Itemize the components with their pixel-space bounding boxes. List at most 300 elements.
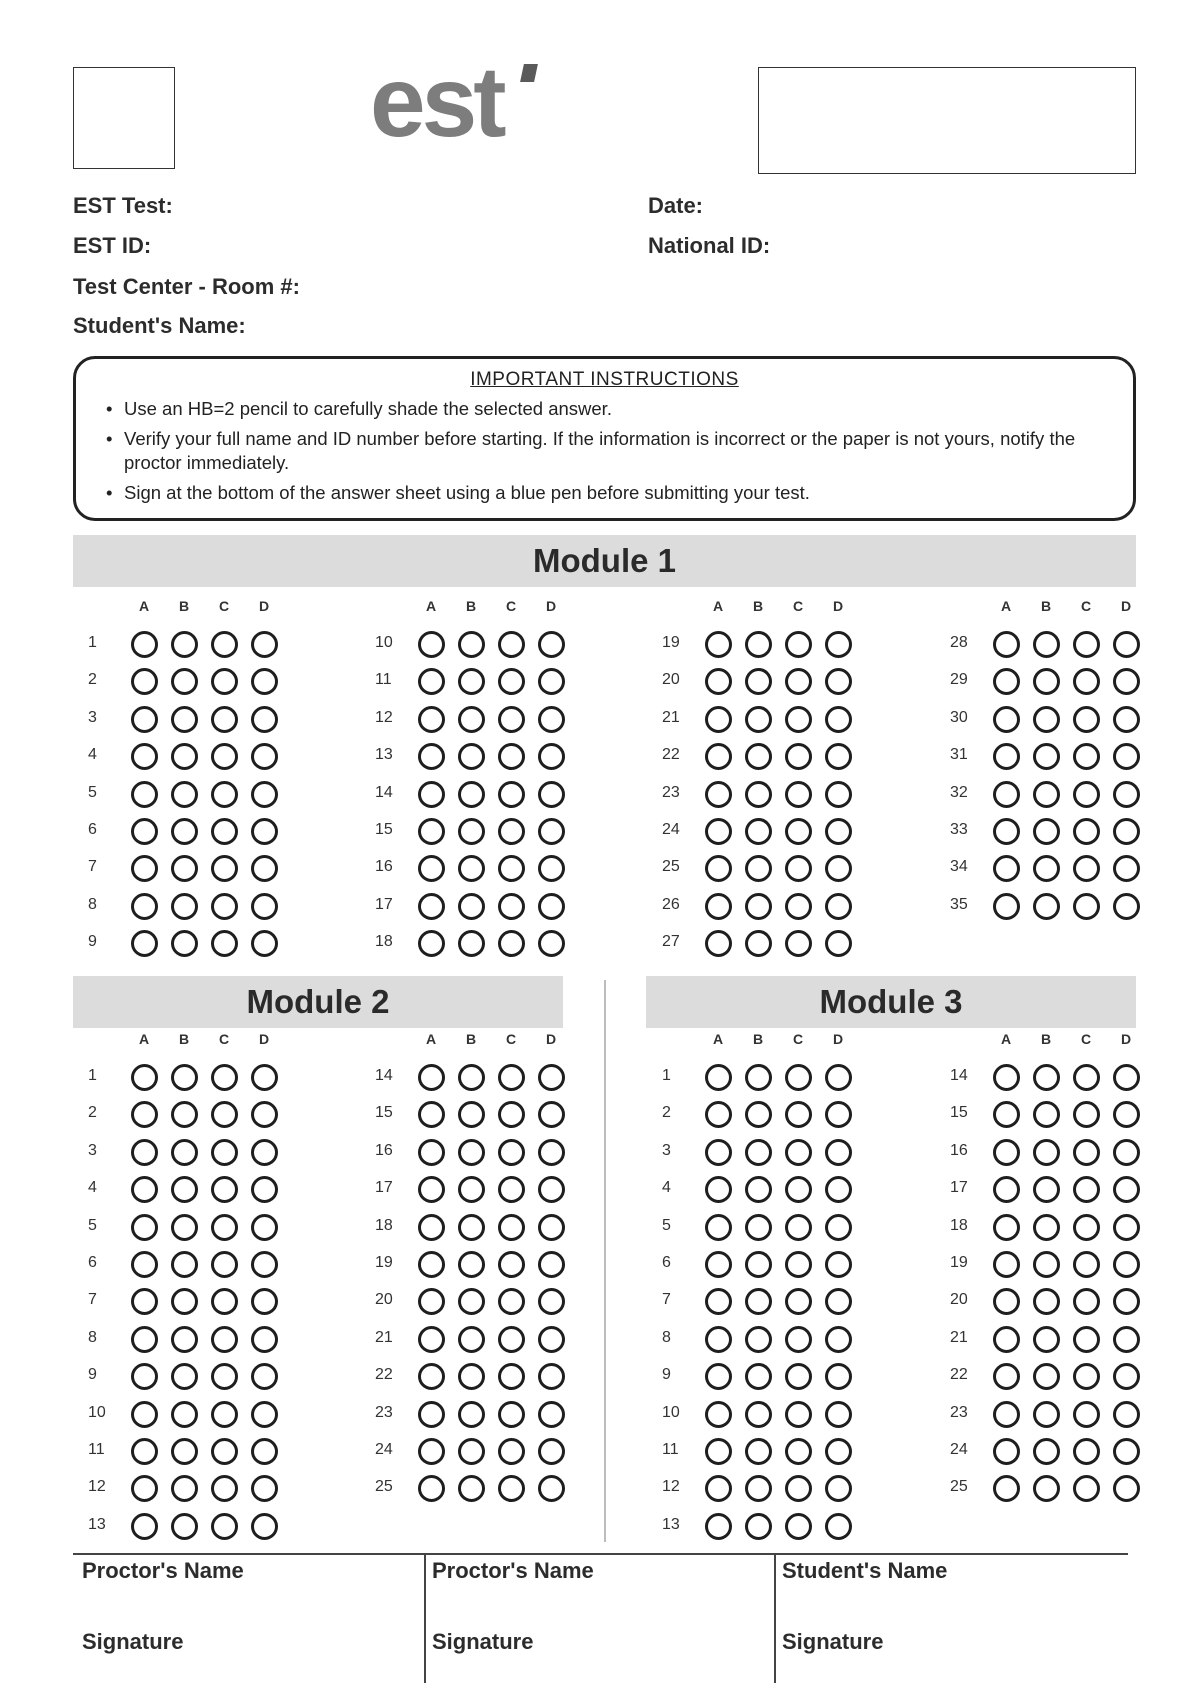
- answer-bubble-b[interactable]: [745, 1401, 772, 1428]
- answer-bubble-a[interactable]: [705, 631, 732, 658]
- answer-bubble-a[interactable]: [418, 1326, 445, 1353]
- answer-bubble-d[interactable]: [251, 1438, 278, 1465]
- answer-bubble-b[interactable]: [171, 1513, 198, 1540]
- answer-bubble-d[interactable]: [538, 1251, 565, 1278]
- answer-bubble-d[interactable]: [538, 743, 565, 770]
- answer-bubble-b[interactable]: [1033, 1475, 1060, 1502]
- answer-bubble-d[interactable]: [251, 706, 278, 733]
- answer-bubble-c[interactable]: [211, 930, 238, 957]
- answer-bubble-c[interactable]: [211, 781, 238, 808]
- answer-bubble-a[interactable]: [131, 930, 158, 957]
- answer-bubble-a[interactable]: [131, 781, 158, 808]
- answer-bubble-d[interactable]: [251, 1214, 278, 1241]
- answer-bubble-c[interactable]: [498, 743, 525, 770]
- answer-bubble-d[interactable]: [538, 930, 565, 957]
- answer-bubble-a[interactable]: [705, 1101, 732, 1128]
- answer-bubble-c[interactable]: [498, 706, 525, 733]
- answer-bubble-c[interactable]: [211, 631, 238, 658]
- answer-bubble-b[interactable]: [745, 1176, 772, 1203]
- answer-bubble-c[interactable]: [498, 818, 525, 845]
- answer-bubble-b[interactable]: [458, 1176, 485, 1203]
- answer-bubble-c[interactable]: [211, 818, 238, 845]
- answer-bubble-a[interactable]: [993, 706, 1020, 733]
- answer-bubble-c[interactable]: [211, 668, 238, 695]
- answer-bubble-c[interactable]: [211, 1288, 238, 1315]
- answer-bubble-b[interactable]: [1033, 1139, 1060, 1166]
- answer-bubble-b[interactable]: [171, 1176, 198, 1203]
- answer-bubble-d[interactable]: [538, 1438, 565, 1465]
- answer-bubble-a[interactable]: [131, 706, 158, 733]
- answer-bubble-d[interactable]: [1113, 893, 1140, 920]
- answer-bubble-a[interactable]: [705, 1326, 732, 1353]
- answer-bubble-b[interactable]: [171, 743, 198, 770]
- answer-bubble-d[interactable]: [825, 1288, 852, 1315]
- answer-bubble-c[interactable]: [1073, 1101, 1100, 1128]
- answer-bubble-c[interactable]: [1073, 1475, 1100, 1502]
- answer-bubble-a[interactable]: [418, 1438, 445, 1465]
- answer-bubble-c[interactable]: [498, 781, 525, 808]
- answer-bubble-d[interactable]: [1113, 1288, 1140, 1315]
- answer-bubble-d[interactable]: [825, 818, 852, 845]
- answer-bubble-b[interactable]: [745, 1475, 772, 1502]
- answer-bubble-c[interactable]: [785, 1401, 812, 1428]
- answer-bubble-c[interactable]: [211, 1326, 238, 1353]
- answer-bubble-d[interactable]: [825, 706, 852, 733]
- answer-bubble-b[interactable]: [745, 818, 772, 845]
- answer-bubble-d[interactable]: [825, 743, 852, 770]
- answer-bubble-a[interactable]: [705, 818, 732, 845]
- answer-bubble-c[interactable]: [1073, 1326, 1100, 1353]
- answer-bubble-d[interactable]: [825, 1475, 852, 1502]
- answer-bubble-d[interactable]: [251, 743, 278, 770]
- answer-bubble-a[interactable]: [418, 1363, 445, 1390]
- answer-bubble-b[interactable]: [745, 706, 772, 733]
- answer-bubble-b[interactable]: [458, 855, 485, 882]
- answer-bubble-b[interactable]: [171, 1326, 198, 1353]
- answer-bubble-a[interactable]: [993, 781, 1020, 808]
- answer-bubble-c[interactable]: [785, 631, 812, 658]
- answer-bubble-a[interactable]: [131, 818, 158, 845]
- answer-bubble-c[interactable]: [211, 1401, 238, 1428]
- answer-bubble-d[interactable]: [825, 855, 852, 882]
- answer-bubble-d[interactable]: [251, 1176, 278, 1203]
- answer-bubble-a[interactable]: [418, 706, 445, 733]
- answer-bubble-b[interactable]: [1033, 1288, 1060, 1315]
- answer-bubble-d[interactable]: [825, 1438, 852, 1465]
- answer-bubble-c[interactable]: [1073, 893, 1100, 920]
- answer-bubble-c[interactable]: [1073, 668, 1100, 695]
- answer-bubble-b[interactable]: [458, 1326, 485, 1353]
- answer-bubble-b[interactable]: [458, 743, 485, 770]
- answer-bubble-d[interactable]: [825, 781, 852, 808]
- answer-bubble-c[interactable]: [1073, 1363, 1100, 1390]
- answer-bubble-c[interactable]: [211, 706, 238, 733]
- answer-bubble-a[interactable]: [418, 893, 445, 920]
- answer-bubble-a[interactable]: [993, 818, 1020, 845]
- answer-bubble-d[interactable]: [538, 1401, 565, 1428]
- answer-bubble-d[interactable]: [251, 1475, 278, 1502]
- answer-bubble-d[interactable]: [1113, 1101, 1140, 1128]
- answer-bubble-c[interactable]: [498, 1363, 525, 1390]
- answer-bubble-c[interactable]: [785, 1139, 812, 1166]
- answer-bubble-b[interactable]: [171, 1251, 198, 1278]
- answer-bubble-d[interactable]: [538, 1214, 565, 1241]
- answer-bubble-c[interactable]: [211, 1475, 238, 1502]
- answer-bubble-a[interactable]: [993, 1101, 1020, 1128]
- answer-bubble-b[interactable]: [745, 855, 772, 882]
- answer-bubble-b[interactable]: [745, 1101, 772, 1128]
- answer-bubble-a[interactable]: [418, 668, 445, 695]
- answer-bubble-b[interactable]: [458, 1288, 485, 1315]
- answer-bubble-a[interactable]: [705, 706, 732, 733]
- answer-bubble-c[interactable]: [785, 1438, 812, 1465]
- answer-bubble-a[interactable]: [418, 1176, 445, 1203]
- answer-bubble-a[interactable]: [131, 1176, 158, 1203]
- answer-bubble-c[interactable]: [498, 1064, 525, 1091]
- answer-bubble-a[interactable]: [993, 1214, 1020, 1241]
- answer-bubble-a[interactable]: [705, 1288, 732, 1315]
- answer-bubble-d[interactable]: [825, 1363, 852, 1390]
- answer-bubble-c[interactable]: [211, 1251, 238, 1278]
- answer-bubble-b[interactable]: [171, 893, 198, 920]
- answer-bubble-d[interactable]: [538, 706, 565, 733]
- answer-bubble-d[interactable]: [251, 668, 278, 695]
- answer-bubble-a[interactable]: [705, 1513, 732, 1540]
- answer-bubble-b[interactable]: [1033, 1101, 1060, 1128]
- answer-bubble-c[interactable]: [785, 1101, 812, 1128]
- answer-bubble-b[interactable]: [171, 1438, 198, 1465]
- answer-bubble-d[interactable]: [251, 855, 278, 882]
- answer-bubble-d[interactable]: [251, 1363, 278, 1390]
- answer-bubble-d[interactable]: [1113, 668, 1140, 695]
- answer-bubble-d[interactable]: [1113, 1139, 1140, 1166]
- answer-bubble-d[interactable]: [538, 1475, 565, 1502]
- answer-bubble-c[interactable]: [498, 1326, 525, 1353]
- answer-bubble-a[interactable]: [418, 1475, 445, 1502]
- answer-bubble-a[interactable]: [418, 1139, 445, 1166]
- answer-bubble-c[interactable]: [1073, 1214, 1100, 1241]
- answer-bubble-d[interactable]: [1113, 818, 1140, 845]
- answer-bubble-b[interactable]: [745, 1251, 772, 1278]
- answer-bubble-a[interactable]: [993, 1326, 1020, 1353]
- answer-bubble-a[interactable]: [705, 893, 732, 920]
- answer-bubble-a[interactable]: [993, 668, 1020, 695]
- answer-bubble-b[interactable]: [458, 1475, 485, 1502]
- answer-bubble-d[interactable]: [1113, 855, 1140, 882]
- answer-bubble-b[interactable]: [171, 1101, 198, 1128]
- answer-bubble-c[interactable]: [498, 1251, 525, 1278]
- answer-bubble-c[interactable]: [1073, 1401, 1100, 1428]
- answer-bubble-c[interactable]: [498, 1438, 525, 1465]
- answer-bubble-b[interactable]: [1033, 743, 1060, 770]
- answer-bubble-d[interactable]: [1113, 1251, 1140, 1278]
- answer-bubble-a[interactable]: [705, 1176, 732, 1203]
- answer-bubble-c[interactable]: [785, 781, 812, 808]
- answer-bubble-a[interactable]: [993, 1139, 1020, 1166]
- answer-bubble-b[interactable]: [745, 1288, 772, 1315]
- answer-bubble-d[interactable]: [251, 1513, 278, 1540]
- answer-bubble-b[interactable]: [458, 1139, 485, 1166]
- answer-bubble-b[interactable]: [171, 930, 198, 957]
- answer-bubble-a[interactable]: [993, 1401, 1020, 1428]
- answer-bubble-d[interactable]: [251, 930, 278, 957]
- answer-bubble-b[interactable]: [1033, 818, 1060, 845]
- answer-bubble-d[interactable]: [825, 1139, 852, 1166]
- answer-bubble-a[interactable]: [131, 743, 158, 770]
- answer-bubble-b[interactable]: [458, 930, 485, 957]
- answer-bubble-d[interactable]: [538, 1326, 565, 1353]
- answer-bubble-b[interactable]: [171, 668, 198, 695]
- answer-bubble-d[interactable]: [538, 668, 565, 695]
- answer-bubble-a[interactable]: [418, 1288, 445, 1315]
- answer-bubble-d[interactable]: [1113, 1176, 1140, 1203]
- answer-bubble-d[interactable]: [538, 818, 565, 845]
- answer-bubble-b[interactable]: [458, 706, 485, 733]
- answer-bubble-d[interactable]: [538, 893, 565, 920]
- answer-bubble-d[interactable]: [825, 1326, 852, 1353]
- answer-bubble-a[interactable]: [993, 1438, 1020, 1465]
- answer-bubble-d[interactable]: [1113, 1401, 1140, 1428]
- answer-bubble-d[interactable]: [1113, 781, 1140, 808]
- answer-bubble-a[interactable]: [131, 1251, 158, 1278]
- answer-bubble-c[interactable]: [785, 1251, 812, 1278]
- answer-bubble-a[interactable]: [993, 1288, 1020, 1315]
- answer-bubble-a[interactable]: [131, 855, 158, 882]
- answer-bubble-a[interactable]: [993, 1475, 1020, 1502]
- answer-bubble-b[interactable]: [458, 1438, 485, 1465]
- answer-bubble-b[interactable]: [1033, 1064, 1060, 1091]
- answer-bubble-c[interactable]: [1073, 1064, 1100, 1091]
- answer-bubble-d[interactable]: [1113, 706, 1140, 733]
- answer-bubble-c[interactable]: [785, 893, 812, 920]
- answer-bubble-a[interactable]: [418, 930, 445, 957]
- answer-bubble-b[interactable]: [1033, 1363, 1060, 1390]
- answer-bubble-c[interactable]: [211, 893, 238, 920]
- answer-bubble-c[interactable]: [211, 1139, 238, 1166]
- answer-bubble-c[interactable]: [498, 668, 525, 695]
- answer-bubble-a[interactable]: [705, 1214, 732, 1241]
- answer-bubble-c[interactable]: [785, 743, 812, 770]
- answer-bubble-c[interactable]: [1073, 743, 1100, 770]
- answer-bubble-b[interactable]: [1033, 631, 1060, 658]
- answer-bubble-c[interactable]: [1073, 781, 1100, 808]
- answer-bubble-b[interactable]: [745, 1064, 772, 1091]
- answer-bubble-b[interactable]: [171, 818, 198, 845]
- answer-bubble-b[interactable]: [458, 1401, 485, 1428]
- answer-bubble-d[interactable]: [251, 1326, 278, 1353]
- answer-bubble-b[interactable]: [1033, 1401, 1060, 1428]
- answer-bubble-a[interactable]: [131, 1101, 158, 1128]
- answer-bubble-d[interactable]: [538, 1101, 565, 1128]
- answer-bubble-c[interactable]: [785, 668, 812, 695]
- answer-bubble-d[interactable]: [1113, 631, 1140, 658]
- answer-bubble-b[interactable]: [171, 855, 198, 882]
- answer-bubble-c[interactable]: [785, 1475, 812, 1502]
- answer-bubble-a[interactable]: [993, 631, 1020, 658]
- answer-bubble-b[interactable]: [1033, 1214, 1060, 1241]
- answer-bubble-a[interactable]: [131, 1475, 158, 1502]
- answer-bubble-b[interactable]: [458, 818, 485, 845]
- answer-bubble-b[interactable]: [745, 631, 772, 658]
- answer-bubble-c[interactable]: [498, 1214, 525, 1241]
- answer-bubble-a[interactable]: [418, 855, 445, 882]
- answer-bubble-c[interactable]: [785, 1513, 812, 1540]
- answer-bubble-a[interactable]: [131, 893, 158, 920]
- answer-bubble-a[interactable]: [418, 1101, 445, 1128]
- answer-bubble-c[interactable]: [498, 855, 525, 882]
- answer-bubble-a[interactable]: [993, 1176, 1020, 1203]
- answer-bubble-a[interactable]: [705, 1401, 732, 1428]
- answer-bubble-b[interactable]: [1033, 1326, 1060, 1353]
- answer-bubble-d[interactable]: [825, 893, 852, 920]
- answer-bubble-b[interactable]: [171, 1139, 198, 1166]
- answer-bubble-d[interactable]: [251, 781, 278, 808]
- answer-bubble-c[interactable]: [211, 1363, 238, 1390]
- answer-bubble-b[interactable]: [171, 1475, 198, 1502]
- answer-bubble-a[interactable]: [993, 893, 1020, 920]
- answer-bubble-c[interactable]: [1073, 818, 1100, 845]
- answer-bubble-b[interactable]: [745, 743, 772, 770]
- answer-bubble-c[interactable]: [211, 1214, 238, 1241]
- answer-bubble-c[interactable]: [1073, 1251, 1100, 1278]
- answer-bubble-a[interactable]: [418, 631, 445, 658]
- answer-bubble-c[interactable]: [498, 1401, 525, 1428]
- answer-bubble-c[interactable]: [211, 855, 238, 882]
- answer-bubble-d[interactable]: [538, 1176, 565, 1203]
- answer-bubble-b[interactable]: [458, 781, 485, 808]
- answer-bubble-a[interactable]: [705, 1251, 732, 1278]
- answer-bubble-a[interactable]: [131, 1288, 158, 1315]
- answer-bubble-b[interactable]: [745, 1363, 772, 1390]
- answer-bubble-d[interactable]: [1113, 743, 1140, 770]
- answer-bubble-a[interactable]: [705, 1475, 732, 1502]
- answer-bubble-a[interactable]: [993, 1363, 1020, 1390]
- answer-bubble-d[interactable]: [251, 1288, 278, 1315]
- answer-bubble-a[interactable]: [131, 1363, 158, 1390]
- answer-bubble-a[interactable]: [131, 1139, 158, 1166]
- answer-bubble-a[interactable]: [131, 1438, 158, 1465]
- answer-bubble-a[interactable]: [418, 818, 445, 845]
- answer-bubble-d[interactable]: [251, 1064, 278, 1091]
- answer-bubble-b[interactable]: [458, 631, 485, 658]
- answer-bubble-b[interactable]: [1033, 706, 1060, 733]
- answer-bubble-c[interactable]: [498, 930, 525, 957]
- answer-bubble-c[interactable]: [785, 930, 812, 957]
- answer-bubble-b[interactable]: [458, 1363, 485, 1390]
- answer-bubble-c[interactable]: [211, 1513, 238, 1540]
- answer-bubble-a[interactable]: [993, 1251, 1020, 1278]
- answer-bubble-d[interactable]: [251, 1401, 278, 1428]
- answer-bubble-d[interactable]: [251, 893, 278, 920]
- answer-bubble-c[interactable]: [785, 855, 812, 882]
- answer-bubble-b[interactable]: [1033, 781, 1060, 808]
- answer-bubble-b[interactable]: [1033, 893, 1060, 920]
- answer-bubble-a[interactable]: [131, 631, 158, 658]
- answer-bubble-b[interactable]: [745, 893, 772, 920]
- answer-bubble-a[interactable]: [418, 1401, 445, 1428]
- answer-bubble-b[interactable]: [171, 1214, 198, 1241]
- answer-bubble-d[interactable]: [1113, 1363, 1140, 1390]
- answer-bubble-a[interactable]: [705, 743, 732, 770]
- answer-bubble-a[interactable]: [705, 1438, 732, 1465]
- answer-bubble-c[interactable]: [498, 1101, 525, 1128]
- answer-bubble-b[interactable]: [458, 1251, 485, 1278]
- answer-bubble-b[interactable]: [745, 930, 772, 957]
- answer-bubble-c[interactable]: [785, 1363, 812, 1390]
- answer-bubble-c[interactable]: [785, 1288, 812, 1315]
- answer-bubble-d[interactable]: [825, 1101, 852, 1128]
- answer-bubble-b[interactable]: [1033, 1251, 1060, 1278]
- answer-bubble-c[interactable]: [1073, 1139, 1100, 1166]
- answer-bubble-b[interactable]: [1033, 1438, 1060, 1465]
- answer-bubble-c[interactable]: [498, 1176, 525, 1203]
- answer-bubble-a[interactable]: [418, 1064, 445, 1091]
- answer-bubble-c[interactable]: [211, 1438, 238, 1465]
- answer-bubble-b[interactable]: [1033, 855, 1060, 882]
- answer-bubble-c[interactable]: [785, 818, 812, 845]
- answer-bubble-d[interactable]: [1113, 1326, 1140, 1353]
- answer-bubble-a[interactable]: [705, 1064, 732, 1091]
- answer-bubble-d[interactable]: [1113, 1475, 1140, 1502]
- answer-bubble-d[interactable]: [1113, 1214, 1140, 1241]
- answer-bubble-c[interactable]: [1073, 1288, 1100, 1315]
- answer-bubble-b[interactable]: [458, 1064, 485, 1091]
- answer-bubble-b[interactable]: [1033, 668, 1060, 695]
- answer-bubble-d[interactable]: [538, 631, 565, 658]
- answer-bubble-d[interactable]: [825, 1401, 852, 1428]
- answer-bubble-c[interactable]: [498, 1288, 525, 1315]
- answer-bubble-b[interactable]: [458, 1214, 485, 1241]
- answer-bubble-d[interactable]: [251, 1101, 278, 1128]
- answer-bubble-d[interactable]: [1113, 1438, 1140, 1465]
- answer-bubble-c[interactable]: [785, 1064, 812, 1091]
- answer-bubble-c[interactable]: [498, 1475, 525, 1502]
- answer-bubble-d[interactable]: [251, 818, 278, 845]
- answer-bubble-c[interactable]: [1073, 631, 1100, 658]
- answer-bubble-b[interactable]: [171, 1288, 198, 1315]
- answer-bubble-d[interactable]: [538, 1288, 565, 1315]
- answer-bubble-b[interactable]: [171, 781, 198, 808]
- answer-bubble-b[interactable]: [458, 1101, 485, 1128]
- answer-bubble-d[interactable]: [825, 930, 852, 957]
- answer-bubble-a[interactable]: [418, 743, 445, 770]
- answer-bubble-c[interactable]: [211, 1176, 238, 1203]
- answer-bubble-d[interactable]: [538, 1363, 565, 1390]
- answer-bubble-d[interactable]: [825, 1251, 852, 1278]
- answer-bubble-d[interactable]: [538, 1139, 565, 1166]
- answer-bubble-b[interactable]: [171, 1401, 198, 1428]
- answer-bubble-d[interactable]: [825, 1214, 852, 1241]
- answer-bubble-a[interactable]: [131, 1064, 158, 1091]
- answer-bubble-b[interactable]: [745, 668, 772, 695]
- answer-bubble-d[interactable]: [538, 781, 565, 808]
- answer-bubble-d[interactable]: [1113, 1064, 1140, 1091]
- answer-bubble-a[interactable]: [131, 668, 158, 695]
- answer-bubble-d[interactable]: [538, 1064, 565, 1091]
- answer-bubble-a[interactable]: [993, 855, 1020, 882]
- answer-bubble-a[interactable]: [418, 1214, 445, 1241]
- answer-bubble-c[interactable]: [211, 743, 238, 770]
- answer-bubble-b[interactable]: [171, 1064, 198, 1091]
- answer-bubble-c[interactable]: [211, 1064, 238, 1091]
- answer-bubble-b[interactable]: [171, 631, 198, 658]
- answer-bubble-b[interactable]: [171, 1363, 198, 1390]
- answer-bubble-d[interactable]: [825, 631, 852, 658]
- answer-bubble-a[interactable]: [705, 855, 732, 882]
- answer-bubble-a[interactable]: [131, 1401, 158, 1428]
- answer-bubble-d[interactable]: [251, 631, 278, 658]
- answer-bubble-c[interactable]: [498, 631, 525, 658]
